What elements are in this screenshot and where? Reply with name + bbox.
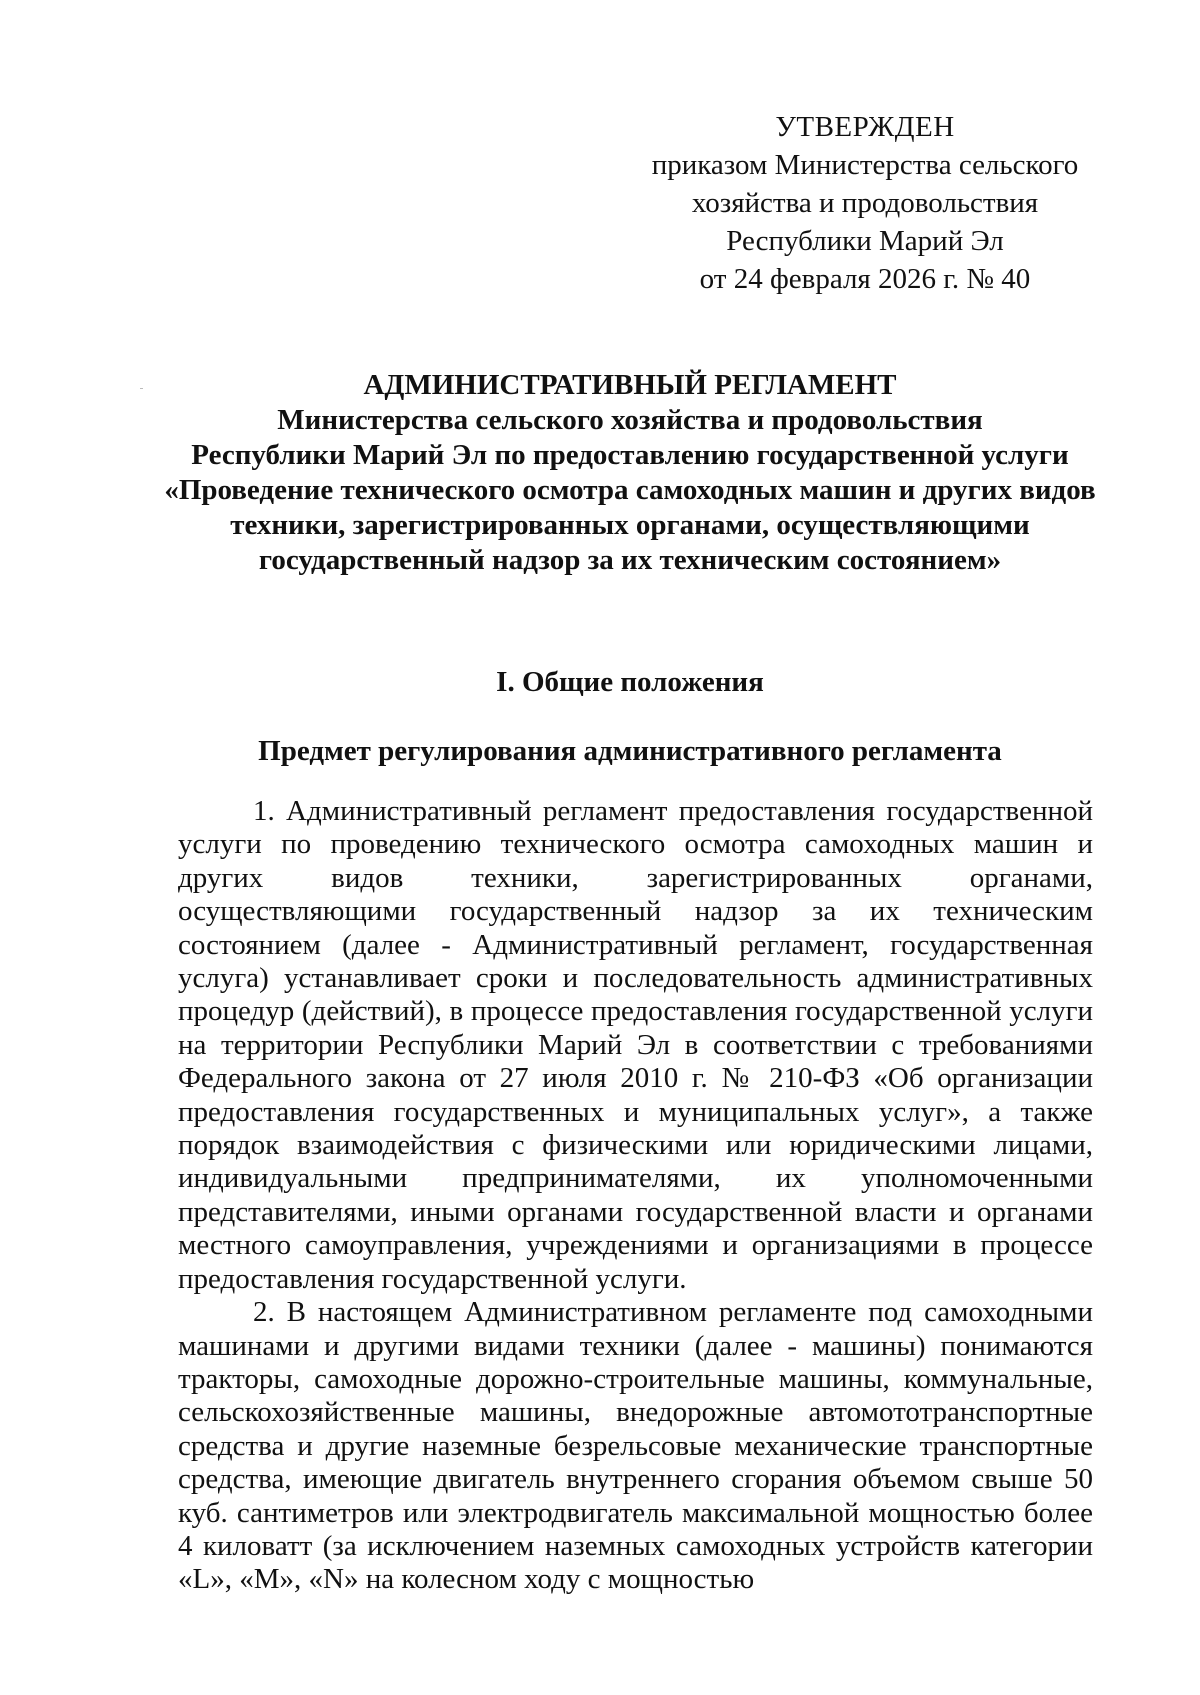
- approval-heading: УТВЕРЖДЕН: [775, 111, 955, 143]
- title-line: техники, зарегистрированных органами, осуществляющими: [230, 509, 1030, 541]
- approval-line: приказом Министерства сельского: [651, 149, 1079, 181]
- section-subheading: Предмет регулирования административного регламента: [258, 735, 1002, 767]
- body-text: [178, 795, 1093, 1597]
- title-line: Республики Марий Эл по предоставлению государственной услуги: [191, 439, 1069, 471]
- document-title: [150, 368, 1110, 578]
- title-line: Министерства сельского хозяйства и продовольствия: [277, 404, 983, 436]
- approval-line: Республики Марий Эл: [726, 225, 1004, 257]
- paragraph-2: 2. В настоящем Административном регламенте под самоходными машинами и другими видами техники (далее - машины) понимаются тракторы, самоходные дорожно-строительные машины, коммунальные, сельскохозяйственные машины, внедорожные автомототранспортные средства и другие наземные безрельсовые механические транспортные средства, имеющие двигатель внутреннего сгорания объемом свыше 50 куб. сантиметров или электродвигатель максимальной мощностью более 4 киловатт (за исключением наземных самоходных устройств категории «L», «M», «N» на колесном ходу с мощностью: [178, 1296, 1093, 1596]
- title-line: государственный надзор за их техническим состоянием»: [258, 544, 1002, 576]
- section-heading: I. Общие положения: [496, 666, 764, 698]
- approval-date-line: от 24 февраля 2026 г. № 40: [699, 263, 1031, 295]
- approval-stamp: [645, 108, 1085, 298]
- scan-mark: [140, 388, 143, 389]
- title-line: «Проведение технического осмотра самоходных машин и других видов: [164, 474, 1096, 506]
- title-line: АДМИНИСТРАТИВНЫЙ РЕГЛАМЕНТ: [363, 369, 897, 401]
- approval-line: хозяйства и продовольствия: [691, 187, 1039, 219]
- paragraph-1: 1. Административный регламент предоставления государственной услуги по проведению технического осмотра самоходных машин и других видов техники, зарегистрированных органами, осуществляющими государственный надзор за их техническим состоянием (далее - Административный регламент, государственная услуга) устанавливает сроки и последовательность административных процедур (действий), в процессе предоставления государственной услуги на территории Республики Марий Эл в соответствии с требованиями Федерального закона от 27 июля 2010 г. № 210-ФЗ «Об организации предоставления государственных и муниципальных услуг», а также порядок взаимодействия с физическими или юридическими лицами, индивидуальными предпринимателями, их уполномоченными представителями, иными органами государственной власти и органами местного самоуправления, учреждениями и организациями в процессе предоставления государственной услуги.: [178, 795, 1093, 1295]
